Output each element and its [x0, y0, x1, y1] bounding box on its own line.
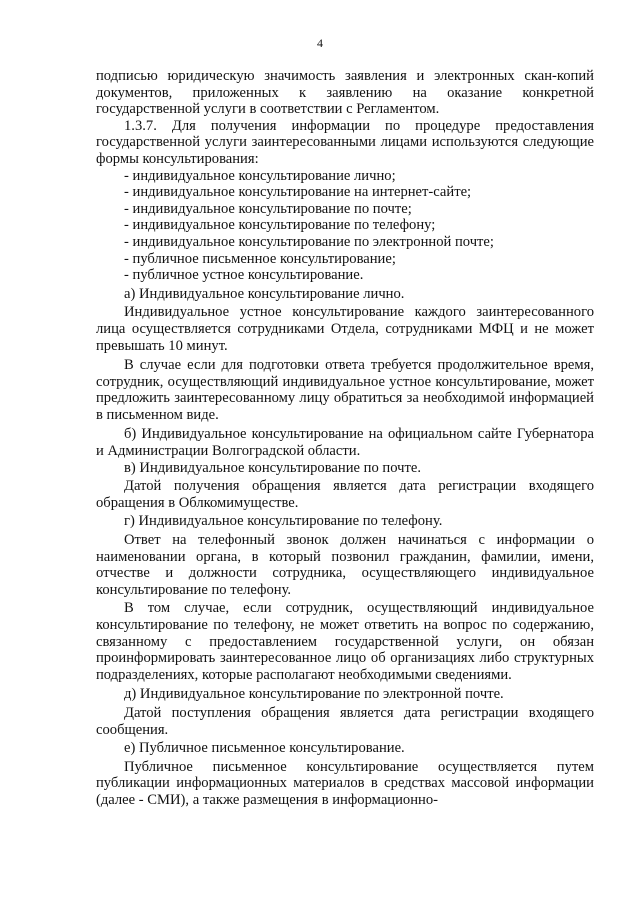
subheading-b: б) Индивидуальное консультирование на официальном сайте Губернатора и Администрации Волгоградской области.: [96, 426, 594, 460]
paragraph-continuation: подписью юридическую значимость заявления и электронных скан-копий документов, приложенных к заявлению на оказание конкретной государственной услуги в соответствии с Регламентом.: [96, 68, 594, 118]
list-item: - публичное устное консультирование.: [124, 267, 364, 284]
paragraph: Публичное письменное консультирование осуществляется путем публикации информационных материалов в средствах массовой информации (далее - СМИ), а также размещения в информационно-: [96, 758, 594, 808]
paragraph-section-1-3-7: 1.3.7. Для получения информации по процедуре предоставления государственной услуги заинтересованными лицами используются следующие формы консультирования:: [96, 117, 594, 167]
paragraph: Ответ на телефонный звонок должен начинаться с информации о наименовании органа, в который позвонил гражданин, фамилии, имени, отчестве и должности сотрудника, осуществляющего индивидуальное консультирование по телефону.: [96, 532, 594, 598]
page-number: 4: [317, 36, 323, 50]
subheading-e: е) Публичное письменное консультирование.: [124, 740, 405, 757]
subheading-d: д) Индивидуальное консультирование по электронной почте.: [124, 686, 504, 703]
list-item: - публичное письменное консультирование;: [124, 250, 396, 267]
list-item: - индивидуальное консультирование на интернет-сайте;: [124, 184, 472, 201]
paragraph: В случае если для подготовки ответа требуется продолжительное время, сотрудник, осуществляющий индивидуальное устное консультирование, может предложить заинтересованному лицу обратиться за необходимой информацией в письменном виде.: [96, 357, 594, 423]
list-item: - индивидуальное консультирование по электронной почте;: [124, 233, 494, 250]
subheading-g: г) Индивидуальное консультирование по телефону.: [124, 513, 443, 530]
subheading-v: в) Индивидуальное консультирование по почте.: [124, 459, 421, 476]
subheading-a: а) Индивидуальное консультирование лично.: [124, 285, 405, 302]
consultation-forms-list: [96, 168, 594, 284]
paragraph: Датой поступления обращения является дата регистрации входящего сообщения.: [96, 704, 594, 738]
list-item: - индивидуальное консультирование по телефону;: [124, 217, 436, 234]
paragraph: Датой получения обращения является дата регистрации входящего обращения в Облкомимуществе.: [96, 478, 594, 511]
paragraph: В том случае, если сотрудник, осуществляющий индивидуальное консультирование по телефону, не может ответить на вопрос по содержанию, связанному с предоставлением государственной услуги, он обязан проинформировать заинтересованное лицо об организациях либо структурных подразделениях, которые располагают необходимыми сведениями.: [96, 600, 594, 683]
document-body: [96, 68, 594, 809]
list-item: - индивидуальное консультирование по почте;: [124, 200, 412, 217]
paragraph: Индивидуальное устное консультирование каждого заинтересованного лица осуществляется сотрудниками Отдела, сотрудниками МФЦ и не может превышать 10 минут.: [96, 304, 594, 354]
list-item: - индивидуальное консультирование лично;: [124, 167, 396, 184]
